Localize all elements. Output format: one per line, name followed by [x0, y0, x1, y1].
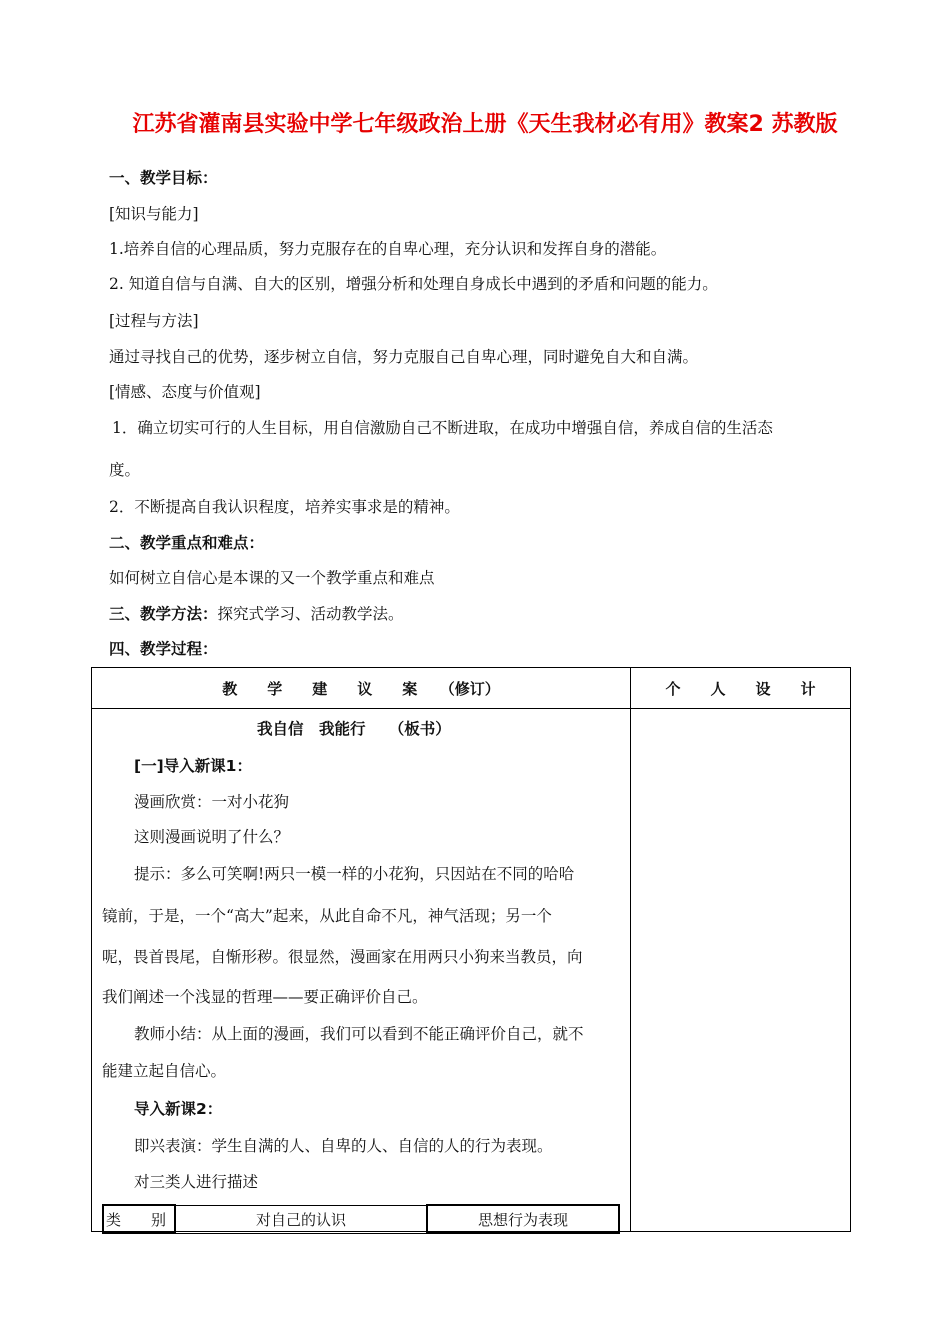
hint-line-1: 提示：多么可笑啊!两只一模一样的小花狗，只因站在不同的哈哈 — [134, 865, 575, 883]
summary-line-1: 教师小结：从上面的漫画，我们可以看到不能正确评价自己，就不 — [134, 1025, 584, 1043]
intro2-heading: 导入新课2： — [134, 1100, 223, 1118]
emotion-heading: [情感、态度与价值观] — [109, 383, 261, 401]
personal-design-cell — [631, 709, 851, 1232]
emotion-item-2: 2．不断提高自我认识程度，培养实事求是的精神。 — [109, 498, 460, 516]
section-3-text: 探究式学习、活动教学法。 — [217, 605, 404, 623]
section-2-heading: 二、教学重点和难点： — [109, 534, 265, 552]
question-line: 这则漫画说明了什么？ — [134, 828, 290, 846]
hint-line-2: 镜前，于是，一个“高大”起来，从此自命不凡，神气活现；另一个 — [102, 907, 552, 925]
category-header-type: 类 别 — [103, 1205, 175, 1233]
col-header-plan: 教 学 建 议 案 （修订） — [92, 668, 631, 709]
emotion-item-1-cont: 度。 — [109, 461, 141, 479]
category-table — [102, 1204, 620, 1234]
describe-line: 对三类人进行描述 — [134, 1173, 259, 1191]
section-3-heading: 三、教学方法： — [109, 605, 218, 623]
hint-line-4: 我们阐述一个浅显的哲理——要正确评价自己。 — [102, 988, 428, 1006]
document-title: 江苏省灌南县实验中学七年级政治上册《天生我材必有用》教案2 苏教版 — [132, 112, 838, 137]
knowledge-item-2: 2. 知道自信与自满、自大的区别，增强分析和处理自身成长中遇到的矛盾和问题的能力。 — [109, 275, 718, 293]
emotion-item-1: 1．确立切实可行的人生目标，用自信激励自己不断进取，在成功中增强自信，养成自信的生活态 — [112, 419, 773, 437]
process-item-1: 通过寻找自己的优势，逐步树立自信，努力克服自己自卑心理，同时避免自大和自满。 — [109, 348, 699, 366]
category-header-behavior: 思想行为表现 — [427, 1205, 619, 1233]
process-heading: [过程与方法] — [109, 312, 199, 330]
summary-line-2: 能建立起自信心。 — [102, 1062, 227, 1080]
knowledge-heading: [知识与能力] — [109, 205, 199, 223]
section-4-heading: 四、教学过程： — [109, 640, 218, 658]
comic-line: 漫画欣赏：一对小花狗 — [134, 793, 290, 811]
intro1-heading: [一]导入新课1： — [134, 757, 252, 775]
section-3-line — [109, 602, 404, 624]
section-1-heading: 一、教学目标： — [109, 169, 218, 187]
plan-cell — [92, 709, 631, 1232]
perform-line: 即兴表演：学生自满的人、自卑的人、自信的人的行为表现。 — [134, 1137, 553, 1155]
col-header-personal: 个 人 设 计 — [631, 668, 851, 709]
lesson-table — [91, 667, 851, 1232]
section-2-text: 如何树立自信心是本课的又一个教学重点和难点 — [109, 569, 435, 587]
board-title: 我自信 我能行 （板书） — [257, 720, 451, 738]
hint-line-3: 呢，畏首畏尾，自惭形秽。很显然，漫画家在用两只小狗来当教员，向 — [102, 948, 583, 966]
knowledge-item-1: 1.培养自信的心理品质，努力克服存在的自卑心理，充分认识和发挥自身的潜能。 — [109, 240, 667, 258]
category-header-self-view: 对自己的认识 — [175, 1205, 427, 1233]
